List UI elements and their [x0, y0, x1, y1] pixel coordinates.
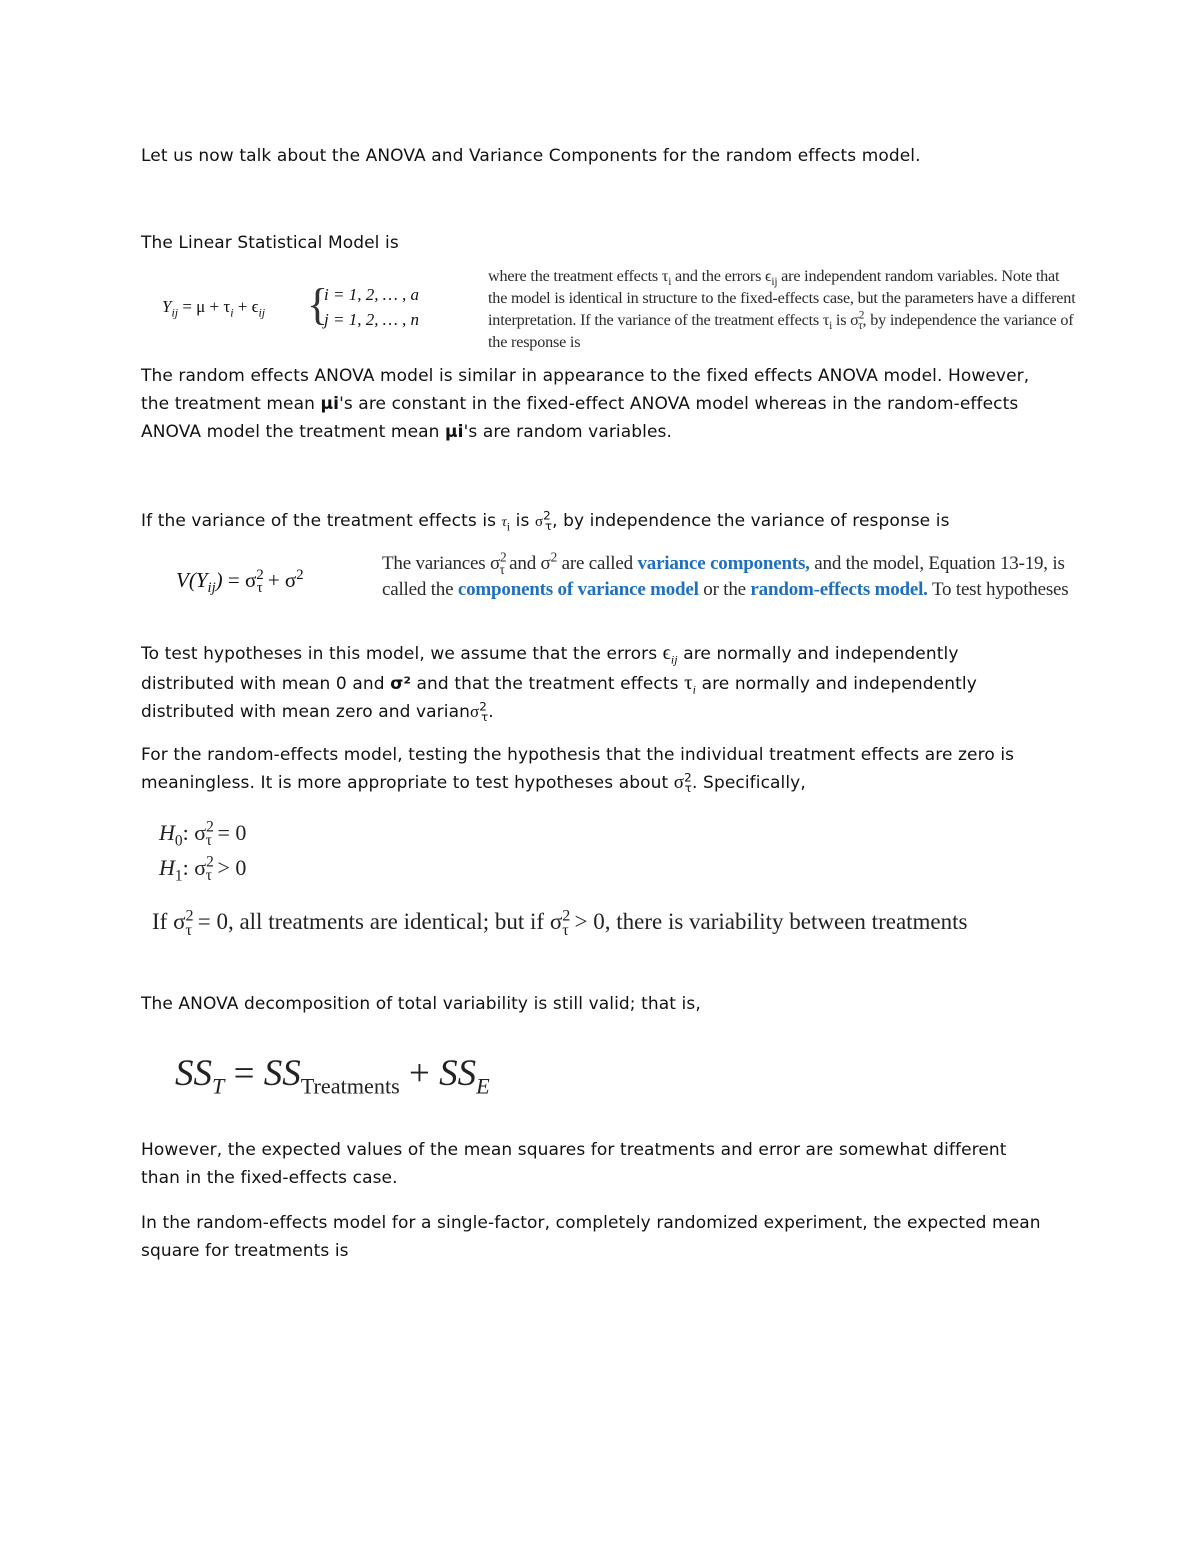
alternative-hypothesis: $H_1$: $\sigma^2_\tau > 0$ [159, 853, 247, 885]
term-variance-components: variance components, [637, 553, 810, 574]
intro-paragraph: Let us now talk about the ANOVA and Variance Components for the random effects model. [141, 146, 921, 166]
linear-model-heading: The Linear Statistical Model is [141, 233, 399, 253]
equation-lhs: $Y_{ij} = \mu + \tau_i + \epsilon_{ij}$ [162, 297, 266, 320]
term-components-of-variance-model: components of variance model [457, 579, 699, 600]
left-brace: { [307, 280, 329, 329]
sum-of-squares-equation: $SS_T = SS_{Treatments} + SS_E$ [175, 1053, 490, 1099]
anova-decomposition-paragraph: The ANOVA decomposition of total variability is still valid; that is, [141, 994, 701, 1014]
term-random-effects-model: random-effects model. [750, 579, 928, 600]
variance-equation: $V(Y_{ij}) = \sigma^2_\tau + \sigma^2$ [176, 567, 304, 597]
assumptions-paragraph: To test hypotheses in this model, we assume that the errors $\epsilon_{ij}$ are normally and independently distributed with mean 0 and σ² and that the treatment effects $\tau_i$ are normally and independently distributed with mean zero and varianσ$^2_\tau$. [141, 642, 977, 725]
if-treatments-statement: If $\sigma^2_\tau = 0$, all treatments are identical; but if $\sigma^2_\tau > 0$, there is variability between treatments [152, 909, 968, 935]
textbook-excerpt-2: The variances $\sigma^2_\tau$ and $\sigma^2$ are called variance components, and the model, Equation 13-19, is called the components of variance model or the random-effects model. To test hypotheses [382, 549, 1069, 600]
hypotheses-block [159, 815, 246, 885]
variance-paragraph: If the variance of the treatment effects is $\tau_i$ is $\sigma^2_\tau$, by independence the variance of response is [141, 508, 950, 534]
hypothesis-paragraph: For the random-effects model, testing the hypothesis that the individual treatment effects are zero is meaningless. It is more appropriate to test hypotheses about $\sigma^2_\tau$. Specifically, [141, 745, 1015, 796]
textbook-excerpt-1: where the treatment effects $\tau_i$ and the errors $\epsilon_{ij}$ are independent random variables. Note that the model is identical in structure to the fixed-effects case, but the parameters have a different interpretation. If the variance of the treatment effects $\tau_i$ is $\sigma^2_\tau$, by independence the variance of the response is [488, 267, 1076, 351]
null-hypothesis: $H_0$: $\sigma^2_\tau = 0$ [159, 818, 247, 850]
case-j: j = 1, 2, … , n [324, 310, 420, 329]
random-effects-paragraph: The random effects ANOVA model is similar in appearance to the fixed effects ANOVA model. However, the treatment mean μi's are constant in the fixed-effect ANOVA model whereas in the random-effects ANOVA model the treatment mean μi's are random variables. [141, 366, 1030, 442]
case-i: i = 1, 2, … , a [324, 285, 420, 304]
expected-values-paragraph: However, the expected values of the mean squares for treatments and error are somewhat different than in the fixed-effects case. [141, 1140, 1007, 1188]
expected-mean-square-paragraph: In the random-effects model for a single-factor, completely randomized experiment, the expected mean square for treatments is [141, 1213, 1041, 1261]
